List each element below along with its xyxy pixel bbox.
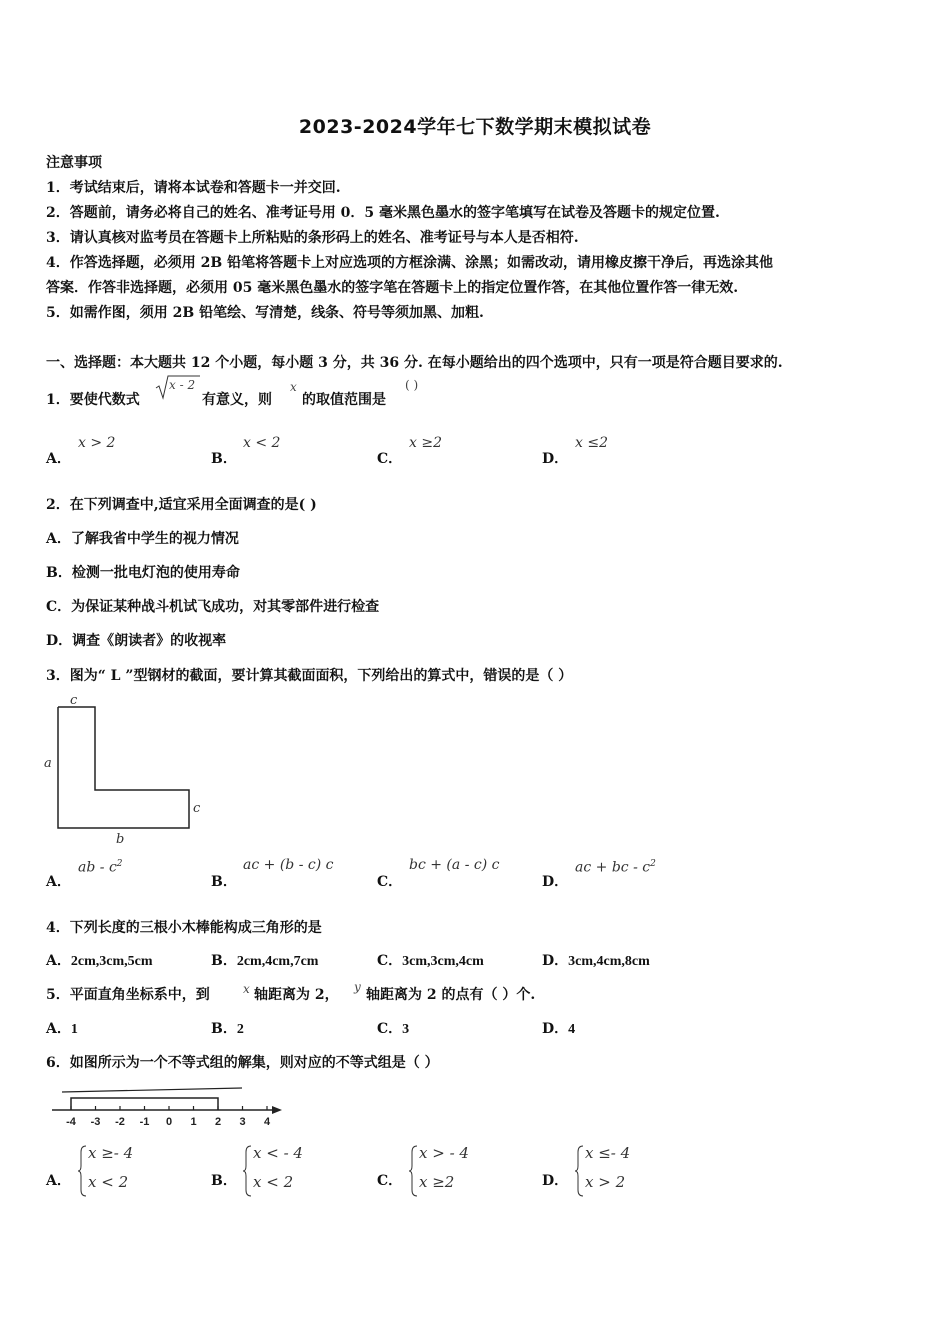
question-5-part2: 轴距离为 2， bbox=[254, 987, 339, 1003]
tick-label: -3 bbox=[90, 1116, 101, 1128]
q4-option-b: B．2cm,4cm,7cm bbox=[211, 953, 319, 969]
question-5-part1: 5．平面直角坐标系中，到 bbox=[46, 987, 210, 1003]
q3-option-c-value: bc + (a - c) c bbox=[409, 857, 500, 873]
q3-option-d-value: ac + bc - $c^2$ bbox=[575, 859, 656, 876]
q1-option-a-value: x > 2 bbox=[78, 435, 116, 451]
q3-option-a-label: A． bbox=[46, 874, 71, 890]
q1-option-d-value: x ≤2 bbox=[575, 435, 608, 451]
q3-option-c-label: C． bbox=[377, 874, 403, 890]
q6-a-line2: x < 2 bbox=[88, 1173, 129, 1191]
q1-middle: 有意义，则 bbox=[202, 392, 272, 408]
tick-label: 0 bbox=[165, 1116, 173, 1128]
arrow-right-icon bbox=[272, 1106, 282, 1114]
notice-item-4: 4．作答选择题，必须用 2B 铅笔将答题卡上对应选项的方框涂满、涂黑；如需改动，请用橡皮擦干净后，再选涂其他 bbox=[46, 255, 774, 271]
q1-var: x bbox=[290, 380, 297, 394]
q6-d-line2: x > 2 bbox=[585, 1173, 626, 1191]
q1-option-d-label: D． bbox=[542, 451, 569, 467]
q5-var-y: y bbox=[354, 980, 361, 994]
brace-icon bbox=[243, 1144, 253, 1198]
page-title: 2023-2024学年七下数学期末模拟试卷 bbox=[298, 116, 652, 138]
q1-option-b-value: x < 2 bbox=[243, 435, 281, 451]
q6-option-a-label: A． bbox=[46, 1173, 71, 1189]
q1-option-a-label: A． bbox=[46, 451, 71, 467]
q1-option-c-label: C． bbox=[377, 451, 403, 467]
q3-option-b-label: B． bbox=[211, 874, 237, 890]
tick-label: -1 bbox=[139, 1116, 150, 1128]
q4-option-d: D．3cm,4cm,8cm bbox=[542, 953, 650, 969]
q6-option-b-label: B． bbox=[211, 1173, 237, 1189]
figure-label-right: c bbox=[193, 801, 201, 816]
tick-label: -2 bbox=[115, 1116, 125, 1128]
tick-label: 3 bbox=[239, 1116, 246, 1128]
notice-item-3: 3．请认真核对监考员在答题卡上所粘贴的条形码上的姓名、准考证号与本人是否相符. bbox=[46, 230, 579, 246]
figure-label-top: c bbox=[70, 693, 78, 708]
q6-option-c-label: C． bbox=[377, 1173, 403, 1189]
q5-option-c: C．3 bbox=[377, 1021, 410, 1037]
tick-label: 4 bbox=[263, 1116, 271, 1128]
figure-label-left: a bbox=[44, 756, 52, 771]
q2-option-a: A．了解我省中学生的视力情况 bbox=[46, 531, 239, 547]
tick-label: -4 bbox=[66, 1116, 76, 1128]
notice-item-5: 5．如需作图，须用 2B 铅笔绘、写清楚，线条、符号等须加黑、加粗. bbox=[46, 305, 484, 321]
notice-item-1: 1．考试结束后，请将本试卷和答题卡一并交回. bbox=[46, 180, 341, 196]
q5-var-x: x bbox=[243, 982, 250, 996]
q3-option-a-value: ab - $c^2$ bbox=[78, 859, 123, 876]
l-shape-figure bbox=[40, 690, 210, 850]
q1-paren: ( ) bbox=[405, 378, 419, 392]
question-6-stem: 6．如图所示为一个不等式组的解集，则对应的不等式组是（ ） bbox=[46, 1055, 439, 1071]
q1-option-c-value: x ≥2 bbox=[409, 435, 442, 451]
q3-option-d-label: D． bbox=[542, 874, 569, 890]
question-4-stem: 4．下列长度的三根小木棒能构成三角形的是 bbox=[46, 920, 322, 936]
question-1-stem bbox=[46, 389, 140, 409]
question-3-stem: 3．图为“ L ”型钢材的截面，要计算其截面面积，下列给出的算式中，错误的是（ ） bbox=[46, 668, 573, 684]
notice-item-4-cont: 答案．作答非选择题，必须用 05 毫米黑色墨水的签字笔在答题卡上的指定位置作答，在其他位置作答一律无效. bbox=[46, 280, 739, 296]
brace-icon bbox=[409, 1144, 419, 1198]
q6-option-b-system bbox=[243, 1144, 333, 1198]
q6-option-c-system bbox=[409, 1144, 499, 1198]
section-heading: 一、选择题：本大题共 12 个小题，每小题 3 分，共 36 分. 在每小题给出的四个选项中，只有一项是符合题目要求的. bbox=[46, 355, 783, 371]
q4-option-c: C．3cm,3cm,4cm bbox=[377, 953, 484, 969]
q2-option-c: C．为保证某种战斗机试飞成功，对其零部件进行检查 bbox=[46, 599, 380, 615]
brace-icon bbox=[78, 1144, 88, 1198]
q5-option-a: A．1 bbox=[46, 1021, 78, 1037]
q5-option-b: B．2 bbox=[211, 1021, 244, 1037]
q2-option-b: B．检测一批电灯泡的使用寿命 bbox=[46, 565, 240, 581]
q6-option-d-label: D． bbox=[542, 1173, 569, 1189]
question-2-stem: 2．在下列调查中,适宜采用全面调查的是( ) bbox=[46, 497, 317, 513]
q6-b-line2: x < 2 bbox=[253, 1173, 294, 1191]
tick-label: 1 bbox=[190, 1116, 197, 1128]
q3-option-b-value: ac + (b - c) c bbox=[243, 857, 334, 873]
q6-c-line1: x > - 4 bbox=[419, 1144, 469, 1162]
q1-prefix: 1．要使代数式 bbox=[46, 392, 140, 408]
notice-item-2: 2．答题前，请务必将自己的姓名、准考证号用 0．5 毫米黑色墨水的签字笔填写在试卷及答题卡的规定位置. bbox=[46, 205, 720, 221]
brace-icon bbox=[575, 1144, 585, 1198]
q1-suffix: 的取值范围是 bbox=[302, 392, 386, 408]
q6-b-line1: x < - 4 bbox=[253, 1144, 303, 1162]
q6-option-a-system bbox=[78, 1144, 168, 1198]
upper-line bbox=[62, 1088, 242, 1092]
figure-label-bottom: b bbox=[116, 832, 125, 847]
q6-a-line1: x ≥- 4 bbox=[88, 1144, 134, 1162]
q6-d-line1: x ≤- 4 bbox=[585, 1144, 631, 1162]
q2-option-d: D．调查《朗读者》的收视率 bbox=[46, 633, 227, 649]
q4-option-a: A．2cm,3cm,5cm bbox=[46, 953, 153, 969]
question-5-part3: 轴距离为 2 的点有（ ）个. bbox=[366, 987, 536, 1003]
q5-option-d: D．4 bbox=[542, 1021, 576, 1037]
number-line-figure bbox=[44, 1080, 294, 1130]
q6-option-d-system bbox=[575, 1144, 665, 1198]
q6-c-line2: x ≥2 bbox=[419, 1173, 455, 1191]
tick-label: 2 bbox=[214, 1116, 222, 1128]
q1-option-b-label: B． bbox=[211, 451, 237, 467]
q1-radicand: x - 2 bbox=[169, 378, 196, 392]
notice-heading: 注意事项 bbox=[46, 155, 102, 171]
